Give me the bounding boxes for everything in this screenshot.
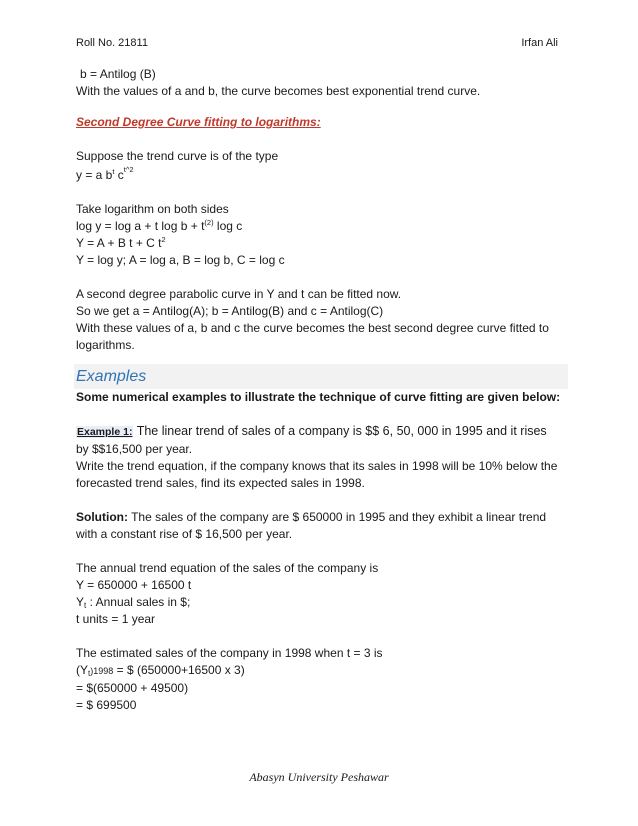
Y-eq-sup: 2 [161, 235, 166, 244]
solution-text-1: The sales of the company are $ 650000 in 1995 and they exhibit a linear trend [127, 510, 547, 524]
log-eq-suffix: log c [213, 219, 243, 233]
so-we-get-text: So we get a = Antilog(A); b = Antilog(B) and c = Antilog(C) [76, 304, 384, 318]
parabolic-text: A second degree parabolic curve in Y and t can be fitted now. [76, 287, 402, 301]
take-log-text: Take logarithm on both sides [76, 202, 229, 216]
example-1-label: Example 1: [77, 426, 133, 438]
header-roll-no: Roll No. 21811 [76, 37, 148, 49]
section-title-second-degree [76, 114, 566, 131]
example-1-text: The linear trend of sales of a company is $$ 6, 50, 000 in 1995 and it rises [133, 424, 547, 438]
examples-subheading: Some numerical examples to illustrate the technique of curve fitting are given below: [76, 390, 561, 404]
calc-line-2: = $(650000 + 49500) [76, 681, 189, 695]
calc-rest: = $ (650000+16500 x 3) [113, 663, 245, 677]
yt-main: Y [76, 595, 85, 609]
log-eq-prefix: log y = log a + t log b + t [76, 219, 205, 233]
example-1-line-2: by $$16,500 per year. [76, 442, 193, 456]
Y-equation [76, 235, 566, 252]
calc-sub: t [88, 669, 91, 678]
t-units: t units = 1 year [76, 612, 156, 626]
log-equation [76, 218, 566, 235]
calc-open: (Y [76, 663, 88, 677]
estimated-text: The estimated sales of the company in 1998 when t = 3 is [76, 646, 383, 660]
curve-eq-c: c [114, 168, 124, 182]
curve-eq-prefix: y = a b [76, 168, 113, 182]
solution-line-2: with a constant rise of $ 16,500 per year. [76, 527, 293, 541]
with-these-text: With these values of a, b and c the curve becomes the best second degree curve fitted to logarithms. [76, 321, 549, 352]
solution-line-1 [76, 509, 566, 526]
definitions: Y = log y; A = log a, B = log b, C = log c [76, 253, 285, 267]
curve-eq-sup-t2: t^2 [123, 165, 134, 174]
section-title-text: Second Degree Curve fitting to logarithms: [76, 115, 321, 129]
calc-line-3: = $ 699500 [76, 698, 137, 712]
suppose-text: Suppose the trend curve is of the type [76, 149, 279, 163]
document-body [76, 66, 566, 714]
curve-eq-sup-t: t [112, 167, 115, 176]
trend-equation: Y = 650000 + 16500 t [76, 578, 192, 592]
calc-line-1 [76, 662, 566, 680]
trend-note: With the values of a and b, the curve becomes best exponential trend curve. [76, 84, 481, 98]
footer-university: Abasyn University Peshawar [249, 770, 389, 784]
yt-rest: : Annual sales in $; [86, 595, 191, 609]
examples-heading: Examples [74, 364, 568, 389]
b-equation: b = Antilog (B) [80, 67, 156, 81]
yt-definition [76, 594, 566, 611]
annual-trend-text: The annual trend equation of the sales of the company is [76, 561, 379, 575]
calc-year: )1998 [90, 666, 114, 676]
header-author: Irfan Ali [521, 37, 558, 49]
curve-equation [76, 167, 566, 184]
example-1-line-3: Write the trend equation, if the company knows that its sales in 1998 will be 10% below the forecasted trend sales, find its expected sales in 1998. [76, 459, 558, 490]
example-1-line-1 [76, 423, 566, 441]
log-eq-sup: (2) [204, 218, 214, 227]
Y-eq-prefix: Y = A + B t + C t [76, 236, 162, 250]
yt-sub: t [84, 601, 87, 610]
solution-label: Solution: [76, 510, 128, 524]
